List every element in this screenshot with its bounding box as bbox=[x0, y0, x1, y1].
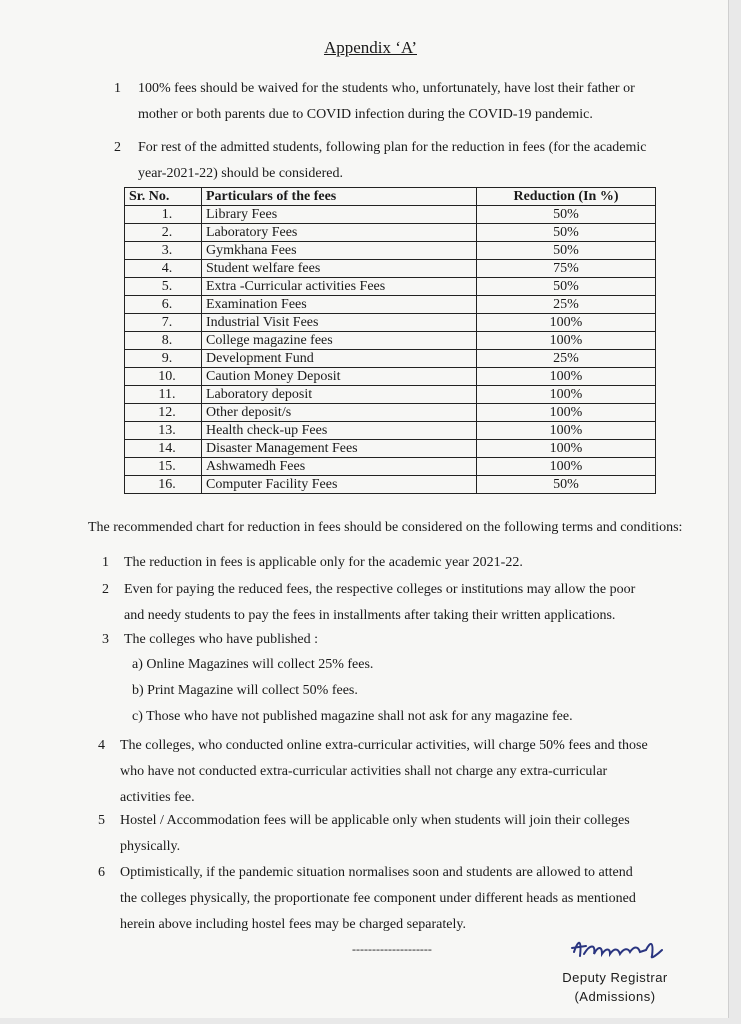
term-line: and needy students to pay the fees in installments after taking their written applications. bbox=[124, 608, 616, 623]
point-line: mother or both parents due to COVID infection during the COVID-19 pandemic. bbox=[138, 107, 593, 122]
cell-particular: Laboratory deposit bbox=[202, 386, 477, 404]
term-2 bbox=[102, 577, 694, 629]
table-row bbox=[125, 386, 656, 404]
fee-reduction-table bbox=[124, 187, 656, 494]
point-line: For rest of the admitted students, following plan for the reduction in fees (for the academic bbox=[138, 140, 647, 155]
term-number: 3 bbox=[102, 632, 109, 647]
cell-sr-no: 15. bbox=[125, 458, 202, 476]
cell-sr-no: 5. bbox=[125, 278, 202, 296]
header-reduction: Reduction (In %) bbox=[477, 188, 656, 206]
table-row bbox=[125, 332, 656, 350]
table-row bbox=[125, 440, 656, 458]
cell-particular: Computer Facility Fees bbox=[202, 476, 477, 494]
term-line: herein above including hostel fees may be charged separately. bbox=[120, 917, 466, 932]
term-3 bbox=[102, 627, 694, 653]
cell-reduction: 50% bbox=[477, 242, 656, 260]
table-row bbox=[125, 458, 656, 476]
term-line: The reduction in fees is applicable only for the academic year 2021-22. bbox=[124, 555, 523, 570]
sub-item-a: a) Online Magazines will collect 25% fees. bbox=[132, 657, 374, 672]
term-line: the colleges physically, the proportionate fee component under different heads as mentioned bbox=[120, 891, 636, 906]
cell-reduction: 50% bbox=[477, 224, 656, 242]
table-row bbox=[125, 476, 656, 494]
page-title: Appendix ‘A’ bbox=[323, 38, 417, 57]
cell-particular: Development Fund bbox=[202, 350, 477, 368]
cell-particular: Other deposit/s bbox=[202, 404, 477, 422]
cell-particular: Laboratory Fees bbox=[202, 224, 477, 242]
term-line: The colleges, who conducted online extra-curricular activities, will charge 50% fees and those bbox=[120, 738, 648, 753]
cell-sr-no: 1. bbox=[125, 206, 202, 224]
term-6 bbox=[98, 860, 695, 938]
term-number: 4 bbox=[98, 738, 105, 753]
term-line: The colleges who have published : bbox=[124, 632, 319, 647]
cell-sr-no: 7. bbox=[125, 314, 202, 332]
cell-sr-no: 14. bbox=[125, 440, 202, 458]
cell-sr-no: 13. bbox=[125, 422, 202, 440]
table-row bbox=[125, 206, 656, 224]
cell-reduction: 50% bbox=[477, 206, 656, 224]
table-row bbox=[125, 350, 656, 368]
cell-sr-no: 9. bbox=[125, 350, 202, 368]
table-row bbox=[125, 242, 656, 260]
signature-mark bbox=[568, 930, 678, 966]
signatory-designation: Deputy Registrar bbox=[562, 970, 668, 985]
term-line: Even for paying the reduced fees, the respective colleges or institutions may allow the poor bbox=[124, 582, 636, 597]
cell-reduction: 100% bbox=[477, 368, 656, 386]
point-number: 2 bbox=[114, 140, 121, 155]
cell-particular: Student welfare fees bbox=[202, 260, 477, 278]
table-row bbox=[125, 260, 656, 278]
table-body bbox=[125, 206, 656, 494]
cell-particular: Caution Money Deposit bbox=[202, 368, 477, 386]
term-line: Optimistically, if the pandemic situation normalises soon and students are allowed to attend bbox=[120, 865, 633, 880]
term-4 bbox=[98, 733, 695, 811]
cell-reduction: 25% bbox=[477, 296, 656, 314]
header-particulars: Particulars of the fees bbox=[202, 188, 477, 206]
table-row bbox=[125, 422, 656, 440]
cell-reduction: 100% bbox=[477, 458, 656, 476]
term-line: physically. bbox=[120, 839, 181, 854]
cell-sr-no: 16. bbox=[125, 476, 202, 494]
terms-intro: The recommended chart for reduction in fees should be considered on the following terms and conditions: bbox=[88, 520, 683, 535]
table-row bbox=[125, 296, 656, 314]
term-line: Hostel / Accommodation fees will be applicable only when students will join their colleges bbox=[120, 813, 630, 828]
table-row bbox=[125, 404, 656, 422]
cell-reduction: 50% bbox=[477, 278, 656, 296]
point-line: 100% fees should be waived for the students who, unfortunately, have lost their father or bbox=[138, 81, 635, 96]
cell-particular: Examination Fees bbox=[202, 296, 477, 314]
header-sr-no: Sr. No. bbox=[125, 188, 202, 206]
separator-line: -------------------- bbox=[352, 942, 432, 956]
cell-reduction: 75% bbox=[477, 260, 656, 278]
term-number: 1 bbox=[102, 555, 109, 570]
cell-reduction: 25% bbox=[477, 350, 656, 368]
sub-item-c: c) Those who have not published magazine shall not ask for any magazine fee. bbox=[132, 709, 573, 724]
cell-sr-no: 4. bbox=[125, 260, 202, 278]
cell-reduction: 100% bbox=[477, 440, 656, 458]
table-row bbox=[125, 368, 656, 386]
table-row bbox=[125, 278, 656, 296]
term-1 bbox=[102, 550, 694, 576]
sub-item-b: b) Print Magazine will collect 50% fees. bbox=[132, 683, 358, 698]
term-line: activities fee. bbox=[120, 790, 195, 805]
point-number: 1 bbox=[114, 81, 121, 96]
cell-sr-no: 2. bbox=[125, 224, 202, 242]
term-number: 2 bbox=[102, 582, 109, 597]
cell-particular: Library Fees bbox=[202, 206, 477, 224]
table-header-row bbox=[125, 188, 656, 206]
table-row bbox=[125, 314, 656, 332]
cell-particular: Extra -Curricular activities Fees bbox=[202, 278, 477, 296]
cell-sr-no: 3. bbox=[125, 242, 202, 260]
term-number: 5 bbox=[98, 813, 105, 828]
point-2 bbox=[114, 135, 703, 187]
cell-particular: Health check-up Fees bbox=[202, 422, 477, 440]
cell-particular: Ashwamedh Fees bbox=[202, 458, 477, 476]
term-line: who have not conducted extra-curricular activities shall not charge any extra-curricular bbox=[120, 764, 608, 779]
cell-sr-no: 8. bbox=[125, 332, 202, 350]
cell-particular: College magazine fees bbox=[202, 332, 477, 350]
cell-sr-no: 11. bbox=[125, 386, 202, 404]
cell-reduction: 100% bbox=[477, 404, 656, 422]
cell-particular: Disaster Management Fees bbox=[202, 440, 477, 458]
term-5 bbox=[98, 808, 695, 860]
point-1 bbox=[114, 76, 703, 128]
signatory-department: (Admissions) bbox=[574, 989, 656, 1004]
cell-sr-no: 10. bbox=[125, 368, 202, 386]
cell-reduction: 100% bbox=[477, 386, 656, 404]
cell-reduction: 100% bbox=[477, 422, 656, 440]
cell-particular: Industrial Visit Fees bbox=[202, 314, 477, 332]
cell-particular: Gymkhana Fees bbox=[202, 242, 477, 260]
term-number: 6 bbox=[98, 865, 105, 880]
cell-reduction: 100% bbox=[477, 332, 656, 350]
table-row bbox=[125, 224, 656, 242]
cell-reduction: 100% bbox=[477, 314, 656, 332]
cell-reduction: 50% bbox=[477, 476, 656, 494]
cell-sr-no: 12. bbox=[125, 404, 202, 422]
point-line: year-2021-22) should be considered. bbox=[138, 166, 343, 181]
signatory-block bbox=[540, 968, 690, 1006]
cell-sr-no: 6. bbox=[125, 296, 202, 314]
